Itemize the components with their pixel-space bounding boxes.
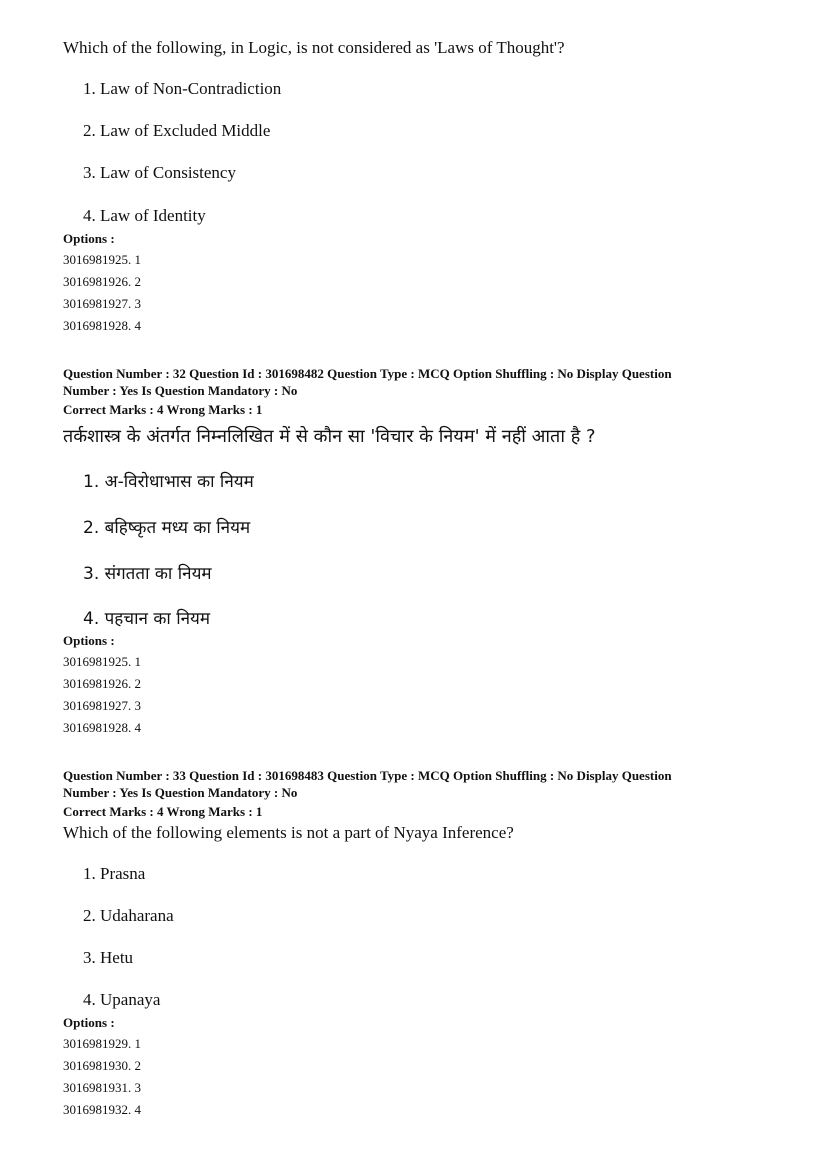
q33-option-id-2: 3016981930. 2 <box>63 1058 141 1073</box>
q32-meta-line-2: Number : Yes Is Question Mandatory : No <box>63 383 298 398</box>
q33-choice-1: 1. Prasna <box>83 864 146 883</box>
q33-choice-4: 4. Upanaya <box>83 990 161 1009</box>
q32-option-id-3: 3016981927. 3 <box>63 698 141 713</box>
q33-option-id-4: 3016981932. 4 <box>63 1102 141 1117</box>
q31-option-id-1: 3016981925. 1 <box>63 252 141 267</box>
q32-choice-3: 3. संगतता का नियम <box>83 564 212 584</box>
q31-question-text: Which of the following, in Logic, is not considered as 'Laws of Thought'? <box>63 38 565 57</box>
q31-choice-1: 1. Law of Non-Contradiction <box>83 79 282 98</box>
q31-options-label: Options : <box>63 231 115 246</box>
q33-meta-line-1: Question Number : 33 Question Id : 301698483 Question Type : MCQ Option Shuffling : No Display Question <box>63 768 672 783</box>
q31-option-id-2: 3016981926. 2 <box>63 274 141 289</box>
q31-choice-3: 3. Law of Consistency <box>83 163 236 182</box>
q31-option-id-3: 3016981927. 3 <box>63 296 141 311</box>
q33-choice-2: 2. Udaharana <box>83 906 174 925</box>
q33-question-text: Which of the following elements is not a part of Nyaya Inference? <box>63 823 514 842</box>
q32-option-id-1: 3016981925. 1 <box>63 654 141 669</box>
q32-marks: Correct Marks : 4 Wrong Marks : 1 <box>63 402 263 417</box>
q33-option-id-1: 3016981929. 1 <box>63 1036 141 1051</box>
q32-choice-1: 1. अ-विरोधाभास का नियम <box>83 472 254 492</box>
q32-option-id-4: 3016981928. 4 <box>63 720 141 735</box>
q33-meta-line-2: Number : Yes Is Question Mandatory : No <box>63 785 298 800</box>
q32-option-id-2: 3016981926. 2 <box>63 676 141 691</box>
q33-marks: Correct Marks : 4 Wrong Marks : 1 <box>63 804 263 819</box>
q32-meta-line-1: Question Number : 32 Question Id : 301698482 Question Type : MCQ Option Shuffling : No Display Question <box>63 366 672 381</box>
q32-choice-4: 4. पहचान का नियम <box>83 609 211 629</box>
q33-option-id-3: 3016981931. 3 <box>63 1080 141 1095</box>
q31-choice-4: 4. Law of Identity <box>83 206 206 225</box>
q31-option-id-4: 3016981928. 4 <box>63 318 141 333</box>
q32-question-text: तर्कशास्त्र के अंतर्गत निम्नलिखित में से कौन सा 'विचार के नियम' में नहीं आता है ? <box>63 426 596 447</box>
q32-choice-2: 2. बहिष्कृत मध्य का नियम <box>83 518 251 538</box>
q33-choice-3: 3. Hetu <box>83 948 134 967</box>
q31-choice-2: 2. Law of Excluded Middle <box>83 121 271 140</box>
q32-options-label: Options : <box>63 633 115 648</box>
q33-options-label: Options : <box>63 1015 115 1030</box>
